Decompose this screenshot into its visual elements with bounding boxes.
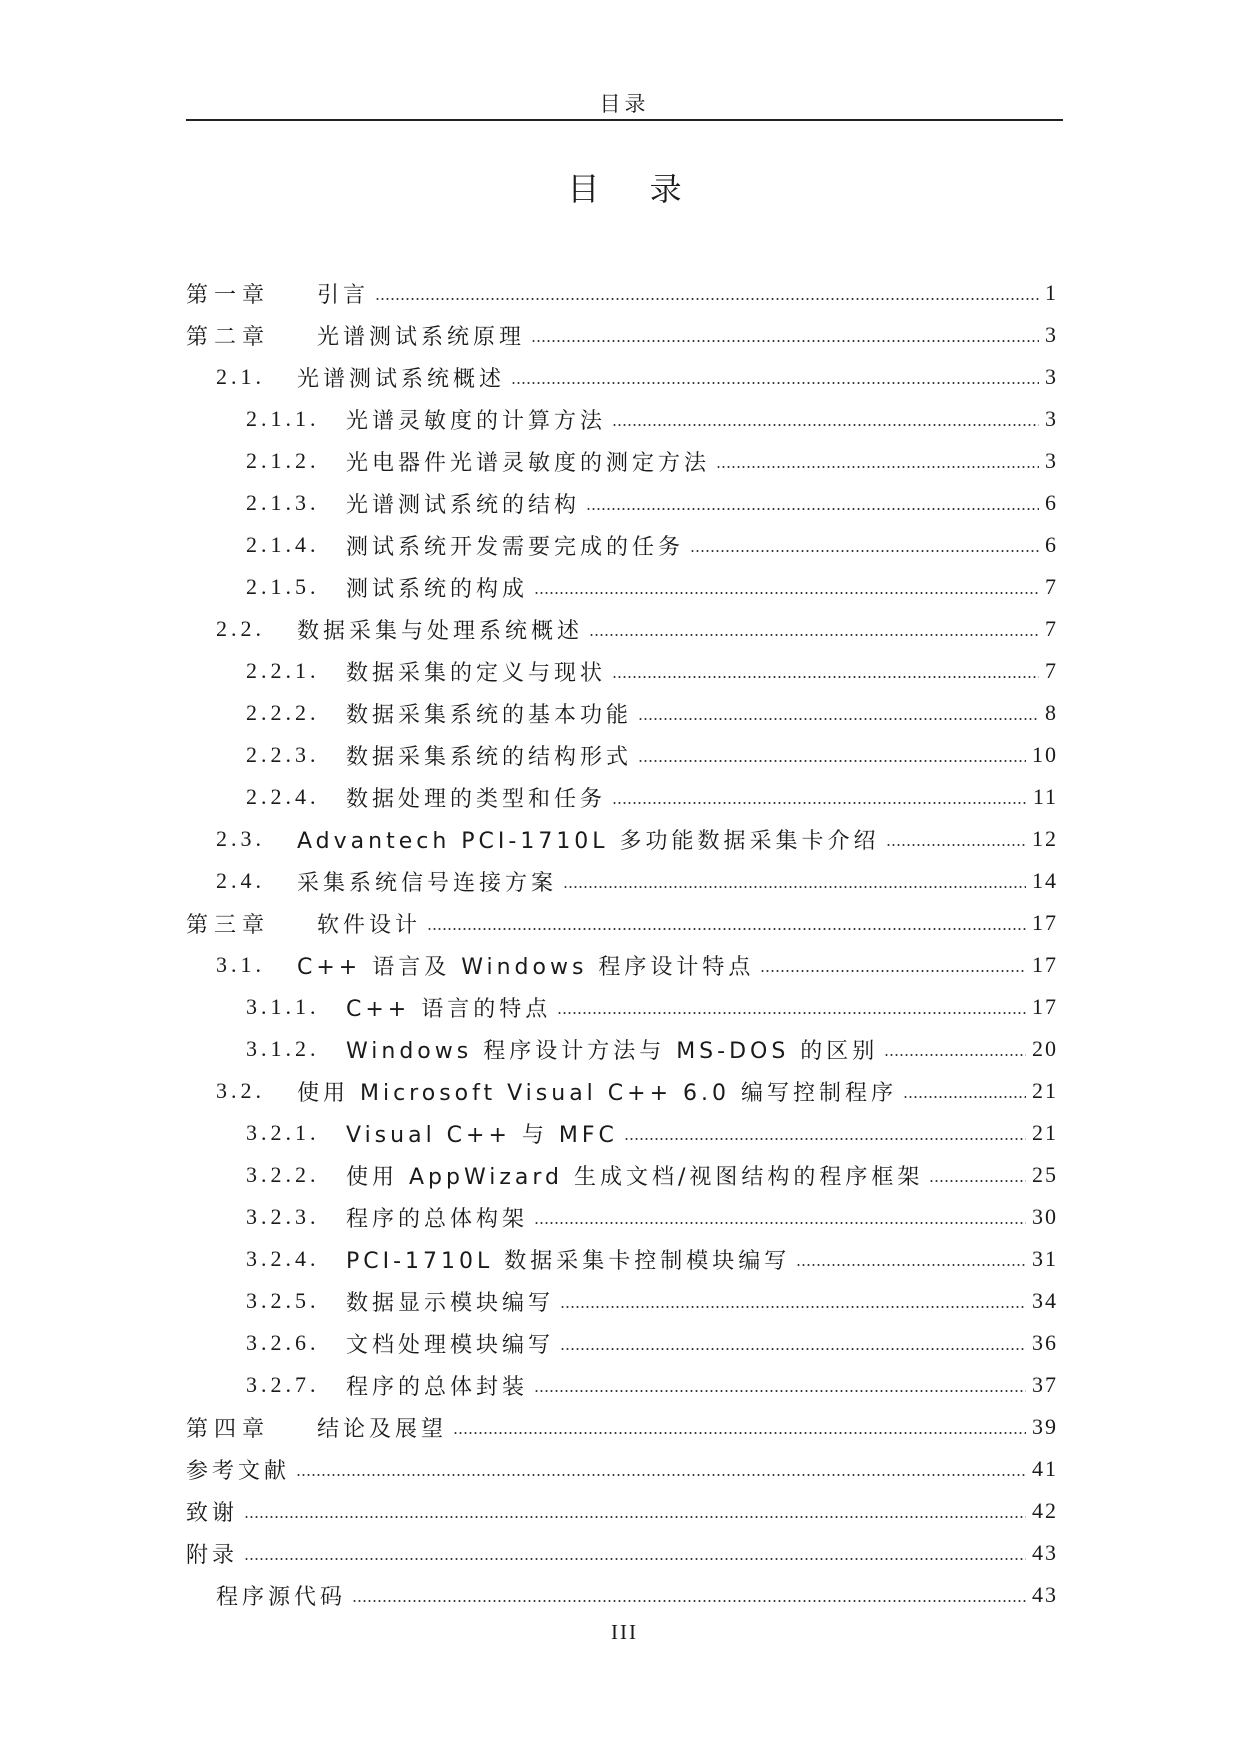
toc-entry[interactable] <box>186 1406 1058 1448</box>
toc-entry-page: 36 <box>1032 1330 1058 1355</box>
toc-dot-leader <box>690 550 1039 552</box>
toc-dot-leader <box>796 1264 1026 1266</box>
toc-dot-leader <box>244 1516 1026 1518</box>
toc-entry-label: Advantech PCI-1710L 多功能数据采集卡介绍 <box>297 828 880 854</box>
toc-entry-number: 2.1.2. <box>246 448 320 473</box>
toc-entry-label: 数据处理的类型和任务 <box>346 786 607 812</box>
toc-entry[interactable] <box>186 1112 1058 1154</box>
toc-entry-page: 12 <box>1032 826 1058 851</box>
toc-entry[interactable] <box>186 650 1058 692</box>
toc-entry[interactable] <box>186 902 1058 944</box>
toc-dot-leader <box>352 1600 1026 1602</box>
toc-entry-page: 20 <box>1032 1036 1058 1061</box>
toc-entry[interactable] <box>186 1574 1058 1616</box>
toc-dot-leader <box>612 424 1039 426</box>
toc-dot-leader <box>534 1390 1026 1392</box>
toc-entry-number: 2.2.4. <box>246 784 320 809</box>
page-number: III <box>611 1620 638 1644</box>
toc-entry-page: 42 <box>1032 1498 1058 1523</box>
toc-entry-label: 使用 AppWizard 生成文档/视图结构的程序框架 <box>346 1164 924 1190</box>
toc-entry-page: 41 <box>1032 1456 1058 1481</box>
toc-entry-number: 第二章 <box>186 324 271 350</box>
toc-entry[interactable] <box>186 482 1058 524</box>
toc-entry-number: 3.1.2. <box>246 1036 320 1061</box>
toc-entry-number: 3.2.5. <box>246 1288 320 1313</box>
toc-entry-label: 数据采集系统的基本功能 <box>346 702 633 728</box>
toc-entry-page: 17 <box>1032 952 1058 977</box>
toc-entry[interactable] <box>186 1364 1058 1406</box>
toc-entry[interactable] <box>186 314 1058 356</box>
toc-dot-leader <box>244 1558 1026 1560</box>
toc-entry-label: 使用 Microsoft Visual C++ 6.0 编写控制程序 <box>297 1080 897 1106</box>
toc-entry-page: 10 <box>1032 742 1058 767</box>
toc-dot-leader <box>624 1138 1026 1140</box>
toc-entry-label: 软件设计 <box>317 912 422 938</box>
toc-entry-page: 6 <box>1045 532 1058 557</box>
toc-dot-leader <box>638 760 1026 762</box>
toc-entry-page: 34 <box>1032 1288 1058 1313</box>
toc-entry-label: 光谱测试系统的结构 <box>346 492 581 518</box>
toc-entry-number: 3.2.3. <box>246 1204 320 1229</box>
toc-dot-leader <box>612 676 1039 678</box>
toc-dot-leader <box>903 1096 1026 1098</box>
toc-entry[interactable] <box>186 860 1058 902</box>
toc-entry-number: 3.1. <box>216 952 265 977</box>
toc-entry-number: 2.1.1. <box>246 406 320 431</box>
toc-entry-page: 43 <box>1032 1582 1058 1607</box>
toc-entry-number: 3.2.4. <box>246 1246 320 1271</box>
toc-entry-page: 14 <box>1032 868 1058 893</box>
toc-entry-label: Visual C++ 与 MFC <box>346 1122 618 1148</box>
toc-entry-page: 21 <box>1032 1120 1058 1145</box>
toc-entry-label: 引言 <box>317 282 370 308</box>
toc-dot-leader <box>534 592 1039 594</box>
toc-entry-label: 附录 <box>186 1542 239 1568</box>
toc-entry[interactable] <box>186 1490 1058 1532</box>
toc-entry-page: 1 <box>1045 280 1058 305</box>
toc-entry-page: 7 <box>1045 616 1058 641</box>
toc-entry-page: 3 <box>1045 406 1058 431</box>
toc-entry[interactable] <box>186 1280 1058 1322</box>
toc-entry-label: 程序源代码 <box>216 1584 347 1610</box>
toc-dot-leader <box>563 886 1026 888</box>
toc-entry[interactable] <box>186 1238 1058 1280</box>
toc-entry[interactable] <box>186 608 1058 650</box>
toc-entry[interactable] <box>186 1028 1058 1070</box>
table-of-contents <box>186 272 1058 1616</box>
toc-entry-label: 测试系统开发需要完成的任务 <box>346 534 685 560</box>
toc-dot-leader <box>534 1222 1026 1224</box>
toc-entry-label: 光谱测试系统原理 <box>317 324 526 350</box>
toc-entry[interactable] <box>186 272 1058 314</box>
toc-entry-label: 光谱灵敏度的计算方法 <box>346 408 607 434</box>
toc-entry-label: 结论及展望 <box>317 1416 448 1442</box>
toc-entry-number: 2.1. <box>216 364 265 389</box>
toc-entry-page: 8 <box>1045 700 1058 725</box>
toc-entry-page: 21 <box>1032 1078 1058 1103</box>
toc-entry-number: 2.2.2. <box>246 700 320 725</box>
toc-entry[interactable] <box>186 356 1058 398</box>
toc-entry-page: 25 <box>1032 1162 1058 1187</box>
toc-entry-label: C++ 语言的特点 <box>346 996 552 1022</box>
toc-dot-leader <box>760 970 1026 972</box>
toc-entry[interactable] <box>186 1196 1058 1238</box>
toc-entry-number: 3.2. <box>216 1078 265 1103</box>
toc-dot-leader <box>511 382 1039 384</box>
toc-entry[interactable] <box>186 1448 1058 1490</box>
toc-entry-page: 11 <box>1032 784 1058 809</box>
toc-entry-number: 2.2. <box>216 616 265 641</box>
toc-entry-page: 7 <box>1045 658 1058 683</box>
toc-entry[interactable] <box>186 692 1058 734</box>
toc-entry[interactable] <box>186 818 1058 860</box>
toc-dot-leader <box>586 508 1039 510</box>
toc-entry-number: 2.2.1. <box>246 658 320 683</box>
toc-entry-label: 光谱测试系统概述 <box>297 366 506 392</box>
header-rule <box>186 119 1063 121</box>
toc-entry-label: 光电器件光谱灵敏度的测定方法 <box>346 450 711 476</box>
toc-dot-leader <box>453 1432 1026 1434</box>
toc-entry[interactable] <box>186 1154 1058 1196</box>
toc-entry-number: 2.1.5. <box>246 574 320 599</box>
toc-entry-number: 3.2.7. <box>246 1372 320 1397</box>
toc-entry-page: 7 <box>1045 574 1058 599</box>
toc-dot-leader <box>612 802 1027 804</box>
toc-entry-number: 2.3. <box>216 826 265 851</box>
page-title: 目 录 <box>567 170 702 208</box>
toc-dot-leader <box>560 1306 1026 1308</box>
toc-dot-leader <box>557 1012 1026 1014</box>
toc-dot-leader <box>531 340 1039 342</box>
toc-dot-leader <box>886 844 1026 846</box>
toc-entry-number: 3.2.1. <box>246 1120 320 1145</box>
toc-entry-label: 数据显示模块编写 <box>346 1290 555 1316</box>
toc-entry-number: 3.2.2. <box>246 1162 320 1187</box>
toc-dot-leader <box>638 718 1039 720</box>
toc-entry-number: 第四章 <box>186 1416 271 1442</box>
toc-entry[interactable] <box>186 398 1058 440</box>
toc-dot-leader <box>427 928 1026 930</box>
toc-entry-label: 程序的总体封装 <box>346 1374 529 1400</box>
toc-entry[interactable] <box>186 440 1058 482</box>
toc-entry-label: 采集系统信号连接方案 <box>297 870 558 896</box>
toc-entry-label: 数据采集的定义与现状 <box>346 660 607 686</box>
toc-entry-label: 致谢 <box>186 1500 239 1526</box>
toc-dot-leader <box>296 1474 1026 1476</box>
toc-entry-label: 数据采集与处理系统概述 <box>297 618 584 644</box>
toc-entry[interactable] <box>186 776 1058 818</box>
toc-entry-page: 6 <box>1045 490 1058 515</box>
toc-entry-number: 2.2.3. <box>246 742 320 767</box>
toc-entry[interactable] <box>186 566 1058 608</box>
toc-entry-number: 2.1.3. <box>246 490 320 515</box>
toc-entry-page: 37 <box>1032 1372 1058 1397</box>
toc-entry[interactable] <box>186 1532 1058 1574</box>
toc-entry-number: 第三章 <box>186 912 271 938</box>
toc-entry-number: 3.2.6. <box>246 1330 320 1355</box>
toc-entry-label: PCI-1710L 数据采集卡控制模块编写 <box>346 1248 791 1274</box>
toc-dot-leader <box>929 1180 1026 1182</box>
toc-entry-label: 测试系统的构成 <box>346 576 529 602</box>
toc-entry-page: 31 <box>1032 1246 1058 1271</box>
toc-entry-number: 2.1.4. <box>246 532 320 557</box>
toc-entry-number: 2.4. <box>216 868 265 893</box>
toc-entry-label: C++ 语言及 Windows 程序设计特点 <box>297 954 755 980</box>
toc-entry-number: 3.1.1. <box>246 994 320 1019</box>
toc-entry-label: 数据采集系统的结构形式 <box>346 744 633 770</box>
toc-entry[interactable] <box>186 1070 1058 1112</box>
toc-dot-leader <box>560 1348 1026 1350</box>
toc-dot-leader <box>716 466 1039 468</box>
toc-entry[interactable] <box>186 944 1058 986</box>
toc-entry[interactable] <box>186 524 1058 566</box>
toc-entry-label: 程序的总体构架 <box>346 1206 529 1232</box>
toc-entry-page: 17 <box>1032 910 1058 935</box>
toc-entry-page: 17 <box>1032 994 1058 1019</box>
running-header: 目录 <box>599 92 650 116</box>
toc-entry[interactable] <box>186 734 1058 776</box>
toc-dot-leader <box>375 298 1039 300</box>
toc-entry-page: 3 <box>1045 322 1058 347</box>
toc-entry-page: 39 <box>1032 1414 1058 1439</box>
toc-entry-page: 43 <box>1032 1540 1058 1565</box>
toc-entry-label: 参考文献 <box>186 1458 291 1484</box>
toc-dot-leader <box>884 1054 1026 1056</box>
toc-entry[interactable] <box>186 1322 1058 1364</box>
toc-entry-label: Windows 程序设计方法与 MS-DOS 的区别 <box>346 1038 879 1064</box>
toc-entry[interactable] <box>186 986 1058 1028</box>
toc-entry-page: 30 <box>1032 1204 1058 1229</box>
toc-entry-page: 3 <box>1045 364 1058 389</box>
toc-entry-page: 3 <box>1045 448 1058 473</box>
toc-entry-label: 文档处理模块编写 <box>346 1332 555 1358</box>
toc-entry-number: 第一章 <box>186 282 271 308</box>
toc-dot-leader <box>589 634 1039 636</box>
